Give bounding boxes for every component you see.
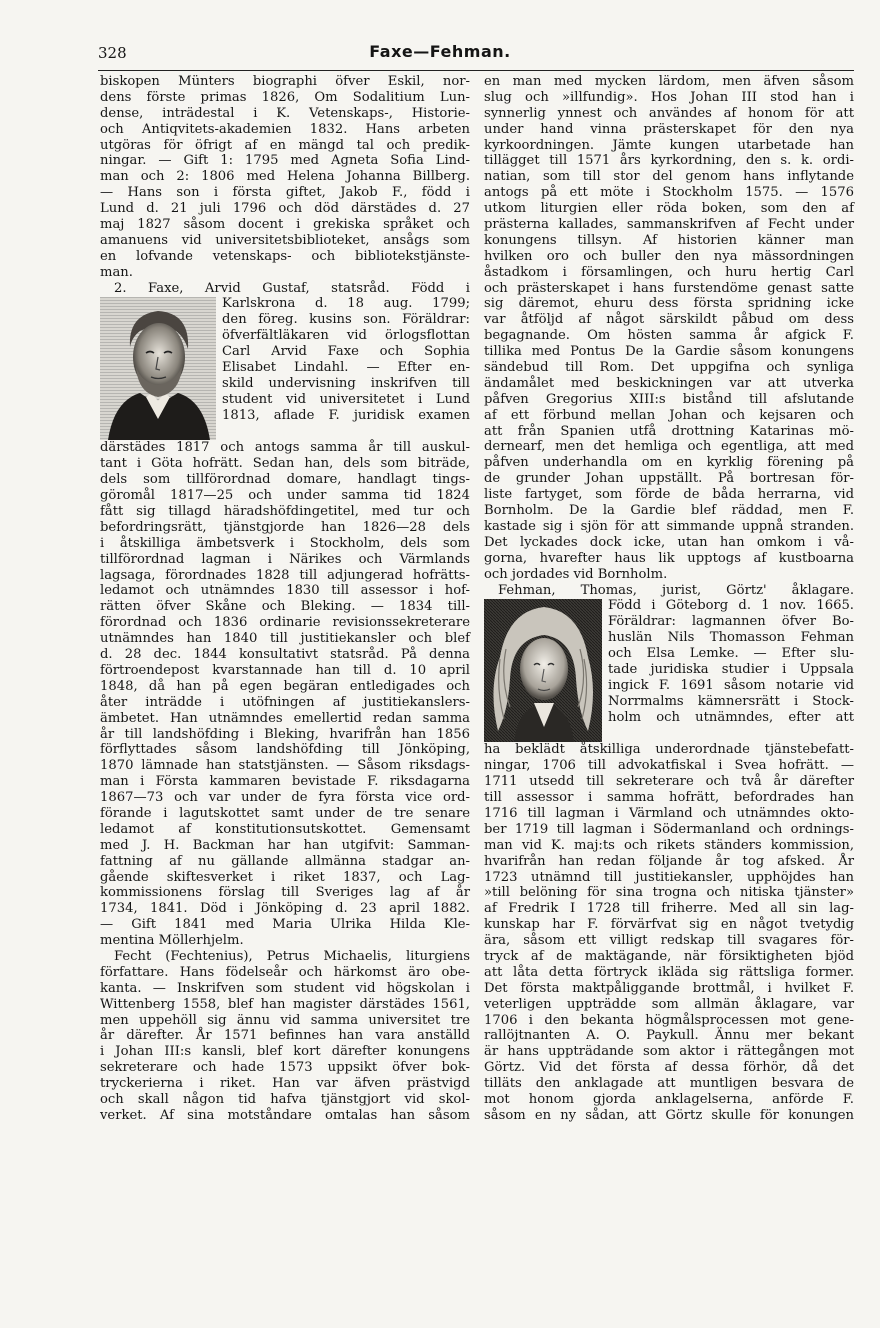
text-line: tryckerierna i riket. Han var äfven prästvigd xyxy=(100,1076,470,1092)
text-line: befordringsrätt, tjänstgjorde han 1826—28 dels xyxy=(100,519,470,535)
entry-faxe-arvid xyxy=(100,296,470,949)
text-line: ningar. — Gift 1: 1795 med Agneta Sofia Lind- xyxy=(100,153,470,169)
text-line: ämbetet. Han utnämndes emellertid redan samma xyxy=(100,710,470,726)
text-line: och skall någon tid hafva tjänstgjort vid skol- xyxy=(100,1091,470,1107)
text-line: d. 28 dec. 1844 konsultativt statsråd. På denna xyxy=(100,647,470,663)
text-line: i åtskilliga ämbetsverk i Stockholm, dels som xyxy=(100,535,470,551)
text-line: »till belöning för sina trogna och nitiska tjänster» xyxy=(484,885,854,901)
text-line: Bornholm. De la Gardie blef räddad, men F. xyxy=(484,503,854,519)
text-line: under hand vinna prästerskapet för den nya xyxy=(484,121,854,137)
text-line: kunskap har F. förvärfvat sig en något tvetydig xyxy=(484,917,854,933)
text-line: — Hans son i första giftet, Jakob F., född i xyxy=(100,185,470,201)
text-line: dernearf, men det hemliga och egentliga, att med xyxy=(484,439,854,455)
text-line: åter inträdde i utöfningen af justitiekanslers- xyxy=(100,694,470,710)
text-line: Lund d. 21 juli 1796 och död därstädes d. 27 xyxy=(100,201,470,217)
text-line: 1813, aflade F. juridisk examen xyxy=(222,407,470,423)
text-line: biskopen Münters biographi öfver Eskil, nor- xyxy=(100,74,470,89)
text-line: åstadkom i församlingen, och huru hertig Carl xyxy=(484,264,854,280)
text-line: och prästerskapet i hans furstendöme genast satte xyxy=(484,280,854,296)
text-line: slug och »illfundig». Hos Johan III stod han i xyxy=(484,89,854,105)
text-line: rätten öfver Skåne och Bleking. — 1834 till- xyxy=(100,599,470,615)
text-line: 1867—73 och var under de fyra första vice ord- xyxy=(100,790,470,806)
text-line: göromål 1817—25 och under samma tid 1824 xyxy=(100,488,470,504)
text-line: utkom liturgien eller röda boken, som den af xyxy=(484,201,854,217)
text-line: öfverfältläkaren vid örlogsflottan xyxy=(222,328,470,344)
text-line: Karlskrona d. 18 aug. 1799; xyxy=(222,296,470,312)
text-line: 1734, 1841. Död i Jönköping d. 23 april 1882. xyxy=(100,901,470,917)
text-line: förordnad och 1836 ordinarie revisionssekreterare xyxy=(100,615,470,631)
text-line: författare. Hans födelseår och härkomst äro obe- xyxy=(100,964,470,980)
text-line: antogs på ett möte i Stockholm 1575. — 1576 xyxy=(484,185,854,201)
text-line: till assessor i samma hofrätt, befordrades han xyxy=(484,790,854,806)
text-line: tryck af de maktägande, när försiktigheten bjöd xyxy=(484,948,854,964)
text-line: utgöras för öfrigt af en mängd tal och predik- xyxy=(100,137,470,153)
text-line: ledamot af konstitutionsutskottet. Gemensamt xyxy=(100,821,470,837)
text-line: rallöjtnanten A. O. Paykull. Ännu mer bekant xyxy=(484,1028,854,1044)
text-line: förtroendepost kvarstannade han till d. 10 april xyxy=(100,662,470,678)
text-line: att låta detta förtryck ikläda sig rättsliga former. xyxy=(484,964,854,980)
text-line: — Gift 1841 med Maria Ulrika Hilda Kle- xyxy=(100,917,470,933)
text-line: Elisabet Lindahl. — Efter en- xyxy=(222,360,470,376)
text-line: veterligen uppträdde som allmän åklagare, var xyxy=(484,996,854,1012)
left-column xyxy=(100,74,470,1124)
text-line: 1716 till lagman i Värmland och utnämndes okto- xyxy=(484,805,854,821)
text-line: att från Spanien utfå drottning Katarinas mö- xyxy=(484,423,854,439)
text-line: ändamålet med beskickningen var att utverka xyxy=(484,375,854,391)
running-title: Faxe—Fehman. xyxy=(369,42,511,61)
fecht-continuation xyxy=(484,74,854,583)
text-line: förande i lagutskottet samt under de tre senare xyxy=(100,805,470,821)
text-line: är hans uppträdande som aktor i rättegången mot xyxy=(484,1044,854,1060)
text-line: kommissionens förslag till Sveriges lag af år xyxy=(100,885,470,901)
text-line: 1848, då han på egen begäran entledigades och xyxy=(100,678,470,694)
text-line: Görtz. Vid det första af dessa förhör, då det xyxy=(484,1060,854,1076)
text-line: hvarifrån han redan följande år tog afsked. År xyxy=(484,853,854,869)
text-line: fattning af nu gällande allmänna stadgar an- xyxy=(100,853,470,869)
text-line: ingick F. 1691 såsom notarie vid xyxy=(608,677,854,693)
text-line: med J. H. Backman har han utgifvit: Samman- xyxy=(100,837,470,853)
text-line: natian, som till stor del genom hans inflytande xyxy=(484,169,854,185)
text-line: kanta. — Inskrifven som student vid högskolan i xyxy=(100,980,470,996)
text-line: Carl Arvid Faxe och Sophia xyxy=(222,344,470,360)
text-line: Föräldrar: lagmannen öfver Bo- xyxy=(608,614,854,630)
text-line: mot honom gjorda anklagelserna, anförde F. xyxy=(484,1091,854,1107)
text-line: tillägget till 1571 års kyrkordning, den s. k. ordi- xyxy=(484,153,854,169)
text-line: och Antiqvitets-akademien 1832. Hans arbeten xyxy=(100,121,470,137)
text-line: kastade sig i sjön för att simmande uppnå stranden. xyxy=(484,518,854,534)
text-line: man. xyxy=(100,264,133,280)
text-line: en man med mycken lärdom, men äfven såsom xyxy=(484,74,854,89)
text-line: tillförordnad lagman i Närikes och Värmlands xyxy=(100,551,470,567)
text-line: ära, såsom ett villigt redskap till svagares för- xyxy=(484,933,854,949)
text-line: år därefter. År 1571 befinnes han vara anställd xyxy=(100,1028,470,1044)
header-rule xyxy=(98,70,854,71)
text-line: 1870 lämnade han statstjänsten. — Såsom riksdags- xyxy=(100,758,470,774)
page-number: 328 xyxy=(98,44,127,62)
entry-fecht-text xyxy=(100,965,470,1124)
text-line: tillika med Pontus De la Gardie såsom konungens xyxy=(484,344,854,360)
text-line: dense, inträdestal i K. Vetenskaps-, Historie- xyxy=(100,105,470,121)
text-line: ber 1719 till lagman i Södermanland och ordnings- xyxy=(484,821,854,837)
text-line: Wittenberg 1558, blef han magister därstädes 1561, xyxy=(100,996,470,1012)
text-line: hvilken oro och buller den nya mässordningen xyxy=(484,248,854,264)
text-line: utnämndes han 1840 till justitiekansler och blef xyxy=(100,631,470,647)
text-line: 1706 i den bekanta högmålsprocessen mot gene- xyxy=(484,1012,854,1028)
text-line: de grunder Johan uppställt. På bortresan för- xyxy=(484,471,854,487)
text-line: man vid K. maj:ts och rikets ständers kommission, xyxy=(484,837,854,853)
text-line: gorna, hvarefter haus lik upptogs af kustboarna xyxy=(484,550,854,566)
entry-fecht-heading: Fecht (Fechtenius), Petrus Michaelis, liturgiens xyxy=(114,948,470,964)
text-line: prästerna kallades, sammanskrifven af Fecht under xyxy=(484,217,854,233)
faxe-arvid-text xyxy=(100,440,470,949)
text-line: såsom en ny sådan, att Görtz skulle för konungen xyxy=(484,1107,854,1123)
text-line: påfven Gregorius XIII:s bistånd till afslutande xyxy=(484,391,854,407)
text-line: synnerlig ynnest och användes af honom för att xyxy=(484,105,854,121)
portrait-thomas-fehman xyxy=(484,599,602,742)
text-line: Född i Göteborg d. 1 nov. 1665. xyxy=(608,598,854,614)
page-header xyxy=(0,40,880,68)
text-line: dens förste primas 1826, Om Sodalitium Lun- xyxy=(100,89,470,105)
portrait-arvid-faxe xyxy=(100,297,216,440)
right-column xyxy=(484,74,854,1124)
text-line: man i Första kammaren bevistade F. riksdagarna xyxy=(100,774,470,790)
text-line: skild undervisning inskrifven till xyxy=(222,375,470,391)
text-line: var åtföljd af något särskildt påbud om dess xyxy=(484,312,854,328)
text-line: liste fartyget, som förde de båda herrarna, vid xyxy=(484,487,854,503)
text-line: tilläts den anklagade att muntligen besvara de xyxy=(484,1076,854,1092)
text-line: konungens tillsyn. Af historien känner man xyxy=(484,232,854,248)
text-line: den föreg. kusins son. Föräldrar: xyxy=(222,312,470,328)
text-line: ningar, 1706 till advokatfiskal i Svea hofrätt. — xyxy=(484,758,854,774)
text-line: fått sig tillagd häradshöfdingetitel, med tur och xyxy=(100,504,470,520)
text-line: därstädes 1817 och antogs samma år till auskul- xyxy=(100,440,470,456)
text-line: af ett förbund mellan Johan och kejsaren och xyxy=(484,407,854,423)
text-line: kyrkoordningen. Jämte kungen utarbetade han xyxy=(484,137,854,153)
text-line: amanuens vid universitetsbiblioteket, ansågs som xyxy=(100,232,470,248)
text-line: huslän Nils Thomasson Fehman xyxy=(608,630,854,646)
text-line: af Fredrik I 1728 till friherre. Med all sin lag- xyxy=(484,901,854,917)
fehman-text xyxy=(484,742,854,1123)
text-line: men uppehöll sig ännu vid samma universitet tre xyxy=(100,1012,470,1028)
text-line: Det första maktpåliggande brottmål, i hvilket F. xyxy=(484,980,854,996)
text-line: och Elsa Lemke. — Efter slu- xyxy=(608,646,854,662)
text-line: Norrmalms kämnersrätt i Stock- xyxy=(608,693,854,709)
entry-fehman xyxy=(484,598,854,1123)
text-line: år till landshöfding i Bleking, hvarifrån han 1856 xyxy=(100,726,470,742)
text-line: dels som tillförordnad domare, handlagt tings- xyxy=(100,472,470,488)
text-line: sändebud till Rom. Det uppgifna och synliga xyxy=(484,360,854,376)
text-line: holm och utnämndes, efter att xyxy=(608,709,854,725)
text-line: tant i Göta hofrätt. Sedan han, dels som biträde, xyxy=(100,456,470,472)
text-line: Det lyckades dock icke, utan han omkom i vå- xyxy=(484,534,854,550)
entry-faxe-arvid-heading: 2. Faxe, Arvid Gustaf, statsråd. Född i xyxy=(114,280,470,296)
text-line: 1723 utnämnd till justitiekansler, upphöjdes han xyxy=(484,869,854,885)
text-line: i Johan III:s kansli, blef kort därefter konungens xyxy=(100,1044,470,1060)
text-line: gående skiftesverket i riket 1837, och Lag- xyxy=(100,869,470,885)
entry-fehman-heading: Fehman, Thomas, jurist, Görtz' åklagare. xyxy=(498,582,854,598)
text-line: student vid universitetet i Lund xyxy=(222,391,470,407)
text-line: begagnande. Om hösten samma år afgick F. xyxy=(484,328,854,344)
text-line: mentina Möllerhjelm. xyxy=(100,933,244,949)
text-line: lagsaga, förordnades 1828 till adjungerad hofrätts- xyxy=(100,567,470,583)
text-line: man och 2: 1806 med Helena Johanna Billberg. xyxy=(100,169,470,185)
text-line: tade juridiska studier i Uppsala xyxy=(608,661,854,677)
faxe-continuation xyxy=(100,74,470,281)
text-line: förflyttades såsom landshöfding till Jönköping, xyxy=(100,742,470,758)
text-line: och jordades vid Bornholm. xyxy=(484,566,668,582)
text-line: ledamot och utnämndes 1830 till assessor i hof- xyxy=(100,583,470,599)
text-line: ha beklädt åtskilliga underordnade tjänstebefatt- xyxy=(484,742,854,758)
text-line: sekreterare och hade 1573 uppsikt öfver bok- xyxy=(100,1060,470,1076)
text-line: påfven underhandla om en kyrklig förening på xyxy=(484,455,854,471)
text-line: en lofvande vetenskaps- och bibliotekstjänste- xyxy=(100,248,470,264)
text-line: sig däremot, ehuru dess första spridning icke xyxy=(484,296,854,312)
text-line: verket. Af sina motståndare omtalas han såsom xyxy=(100,1107,470,1123)
text-line: maj 1827 såsom docent i grekiska språket och xyxy=(100,217,470,233)
text-line: 1711 utsedd till sekreterare och två år därefter xyxy=(484,774,854,790)
